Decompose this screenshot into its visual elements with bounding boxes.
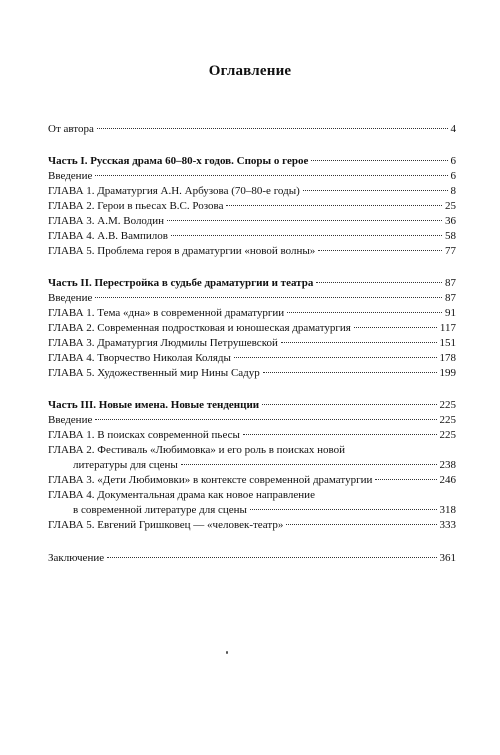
toc-page-number: 6 bbox=[450, 170, 456, 182]
toc-entry-continuation: литературы для сцены bbox=[73, 459, 178, 471]
dot-leader bbox=[316, 282, 442, 283]
toc-entry-label: ГЛАВА 5. Проблема героя в драматургии «новой волны» bbox=[48, 245, 316, 257]
toc-entry-label: ГЛАВА 5. Художественный мир Нины Садур bbox=[48, 367, 260, 379]
scan-speck bbox=[226, 651, 228, 654]
toc-entry[interactable] bbox=[73, 459, 456, 471]
toc-entry[interactable] bbox=[48, 185, 456, 197]
toc-page-number: 87 bbox=[445, 292, 456, 304]
toc-page-number: 246 bbox=[439, 474, 456, 486]
toc-page-number: 178 bbox=[439, 352, 456, 364]
toc-entry[interactable] bbox=[48, 474, 456, 486]
toc-page-number: 318 bbox=[439, 504, 456, 516]
dot-leader bbox=[287, 312, 442, 313]
toc-entry-label: ГЛАВА 3. Драматургия Людмилы Петрушевской bbox=[48, 337, 278, 349]
dot-leader bbox=[226, 205, 442, 206]
toc-page-number: 238 bbox=[439, 459, 456, 471]
toc-part-label: Часть II. Перестройка в судьбе драматургии и театра bbox=[48, 277, 314, 289]
dot-leader bbox=[171, 235, 442, 236]
toc-entry[interactable] bbox=[73, 504, 456, 516]
toc-page-number: 91 bbox=[445, 307, 456, 319]
toc-entry[interactable] bbox=[48, 307, 456, 319]
dot-leader bbox=[303, 190, 448, 191]
toc-entry-label: Введение bbox=[48, 292, 93, 304]
dot-leader bbox=[97, 128, 448, 129]
dot-leader bbox=[263, 372, 437, 373]
toc-entry-label: Заключение bbox=[48, 552, 105, 564]
toc-entry[interactable] bbox=[48, 200, 456, 212]
toc-entry-label: ГЛАВА 3. А.М. Володин bbox=[48, 215, 164, 227]
dot-leader bbox=[107, 557, 436, 558]
toc-entry[interactable] bbox=[48, 230, 456, 242]
toc-entry[interactable] bbox=[48, 292, 456, 304]
toc-entry[interactable] bbox=[48, 337, 456, 349]
toc-page-number: 117 bbox=[439, 322, 456, 334]
toc-entry[interactable] bbox=[48, 519, 456, 531]
toc-page-number: 25 bbox=[445, 200, 456, 212]
toc-page-number: 4 bbox=[450, 123, 456, 135]
toc-entry[interactable] bbox=[48, 352, 456, 364]
toc-entry-conclusion[interactable] bbox=[48, 552, 456, 564]
toc-entry[interactable] bbox=[48, 322, 456, 334]
toc-page-number: 87 bbox=[445, 277, 456, 289]
toc-page-number: 36 bbox=[445, 215, 456, 227]
toc-page-number: 361 bbox=[439, 552, 456, 564]
toc-page-number: 58 bbox=[445, 230, 456, 242]
dot-leader bbox=[286, 524, 436, 525]
dot-leader bbox=[181, 464, 437, 465]
toc-entry-label: ГЛАВА 3. «Дети Любимовки» в контексте современной драматургии bbox=[48, 474, 373, 486]
dot-leader bbox=[311, 160, 447, 161]
toc-part-label: Часть III. Новые имена. Новые тенденции bbox=[48, 399, 260, 411]
toc-entry[interactable] bbox=[48, 245, 456, 257]
dot-leader bbox=[281, 342, 437, 343]
dot-leader bbox=[95, 419, 436, 420]
toc-entry-label: ГЛАВА 4. А.В. Вампилов bbox=[48, 230, 168, 242]
dot-leader bbox=[250, 509, 437, 510]
toc-entry-label[interactable]: ГЛАВА 4. Документальная драма как новое направление bbox=[48, 489, 315, 501]
dot-leader bbox=[375, 479, 436, 480]
toc-page-number: 77 bbox=[445, 245, 456, 257]
toc-entry-label[interactable]: ГЛАВА 2. Фестиваль «Любимовка» и его роль в поисках новой bbox=[48, 444, 346, 456]
dot-leader bbox=[243, 434, 437, 435]
dot-leader bbox=[167, 220, 442, 221]
toc-entry-label: ГЛАВА 5. Евгений Гришковец — «человек-театр» bbox=[48, 519, 284, 531]
toc-page-number: 6 bbox=[450, 155, 456, 167]
toc-entry-label: ГЛАВА 1. Драматургия А.Н. Арбузова (70–80-е годы) bbox=[48, 185, 300, 197]
toc-entry-preface[interactable] bbox=[48, 123, 456, 135]
toc-page-number: 225 bbox=[439, 399, 456, 411]
toc-entry-label: Введение bbox=[48, 170, 93, 182]
toc-entry-continuation: в современной литературе для сцены bbox=[73, 504, 247, 516]
toc-entry-label: ГЛАВА 2. Герои в пьесах В.С. Розова bbox=[48, 200, 224, 212]
toc-page-number: 8 bbox=[450, 185, 456, 197]
toc-entry-label: ГЛАВА 2. Современная подростковая и юношеская драматургия bbox=[48, 322, 351, 334]
toc-part-label: Часть I. Русская драма 60–80-х годов. Споры о герое bbox=[48, 155, 309, 167]
toc-entry-label: ГЛАВА 4. Творчество Николая Коляды bbox=[48, 352, 231, 364]
dot-leader bbox=[318, 250, 442, 251]
dot-leader bbox=[262, 404, 436, 405]
toc-page-number: 333 bbox=[439, 519, 456, 531]
toc-entry[interactable] bbox=[48, 170, 456, 182]
toc-entry[interactable] bbox=[48, 367, 456, 379]
toc-entry-label: От автора bbox=[48, 123, 94, 135]
toc-page-number: 225 bbox=[439, 414, 456, 426]
toc-entry[interactable] bbox=[48, 215, 456, 227]
toc-part-heading[interactable] bbox=[48, 399, 456, 411]
toc-entry[interactable] bbox=[48, 414, 456, 426]
dot-leader bbox=[95, 175, 447, 176]
toc-entry-label: ГЛАВА 1. В поисках современной пьесы bbox=[48, 429, 240, 441]
toc-page-number: 151 bbox=[439, 337, 456, 349]
toc-entry-label: ГЛАВА 1. Тема «дна» в современной драматургии bbox=[48, 307, 285, 319]
toc-entry-label: Введение bbox=[48, 414, 93, 426]
toc-page-number: 225 bbox=[439, 429, 456, 441]
toc-entry[interactable] bbox=[48, 429, 456, 441]
toc-part-heading[interactable] bbox=[48, 277, 456, 289]
toc-part-heading[interactable] bbox=[48, 155, 456, 167]
dot-leader bbox=[95, 297, 442, 298]
page-title: Оглавление bbox=[208, 63, 292, 79]
toc-page-number: 199 bbox=[439, 367, 456, 379]
dot-leader bbox=[234, 357, 437, 358]
dot-leader bbox=[354, 327, 437, 328]
